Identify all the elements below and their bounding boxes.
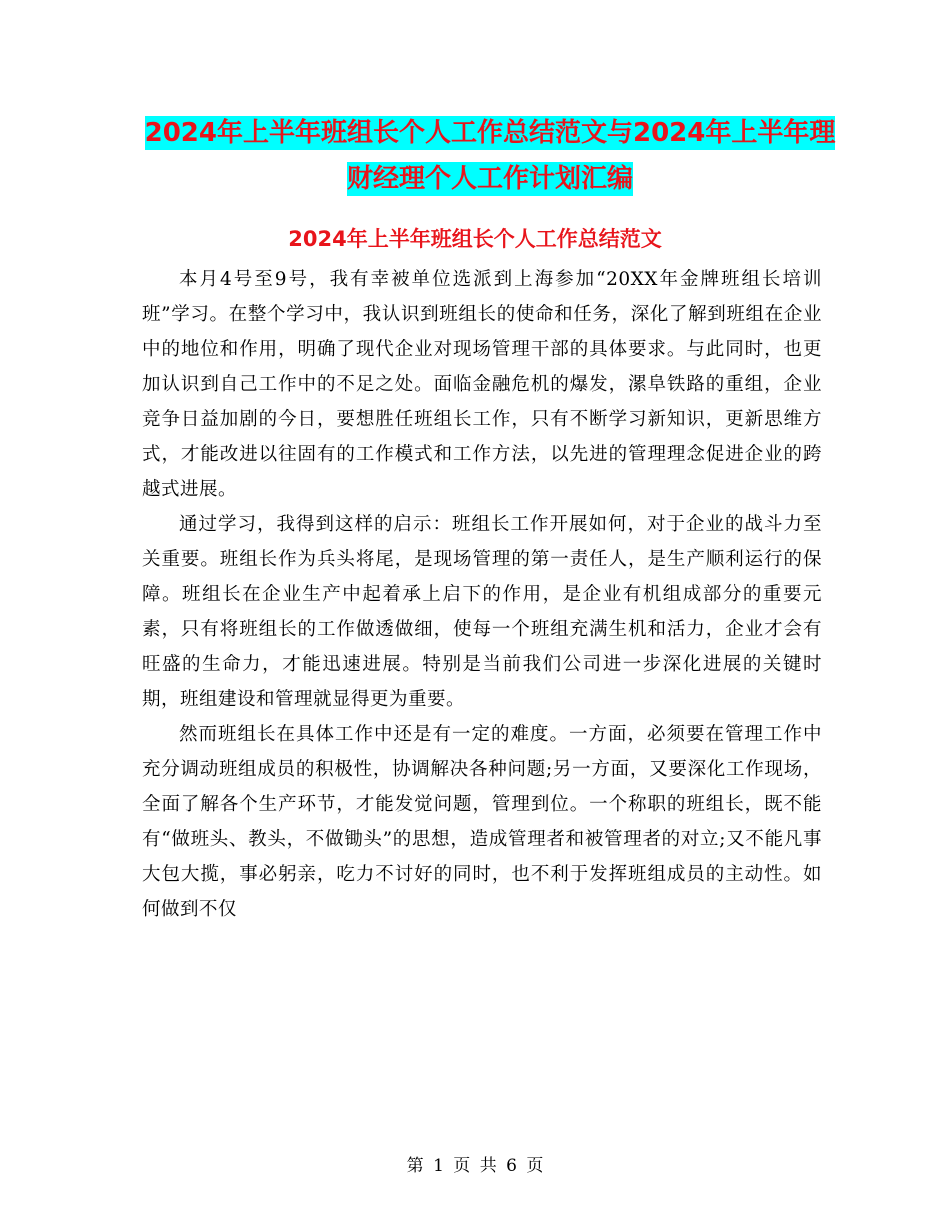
page-number: 第 1 页 共 6 页 xyxy=(406,1156,544,1176)
document-body xyxy=(142,262,822,927)
paragraph: 然而班组长在具体工作中还是有一定的难度。一方面，必须要在管理工作中充分调动班组成员的积极性，协调解决各种问题;另一方面，又要深化工作现场，全面了解各个生产环节，才能发觉问题，管理到位。一个称职的班组长，既不能有“做班头、教头，不做锄头”的思想，造成管理者和被管理者的对立;又不能凡事大包大揽，事必躬亲，吃力不讨好的同时，也不利于发挥班组成员的主动性。如何做到不仅 xyxy=(142,724,822,920)
section-title: 2024年上半年班组长个人工作总结范文 xyxy=(288,227,662,251)
paragraph: 通过学习，我得到这样的启示：班组长工作开展如何，对于企业的战斗力至关重要。班组长作为兵头将尾，是现场管理的第一责任人，是生产顺利运行的保障。班组长在企业生产中起着承上启下的作用，是企业有机组成部分的重要元素，只有将班组长的工作做透做细，使每一个班组充满生机和活力，企业才会有旺盛的生命力，才能迅速进展。特别是当前我们公司进一步深化进展的关键时期，班组建设和管理就显得更为重要。 xyxy=(142,514,822,710)
paragraph: 本月4号至9号，我有幸被单位选派到上海参加“20XX年金牌班组长培训班”学习。在整个学习中，我认识到班组长的使命和任务，深化了解到班组在企业中的地位和作用，明确了现代企业对现场管理干部的具体要求。与此同时，也更加认识到自己工作中的不足之处。面临金融危机的爆发，漯阜铁路的重组，企业竞争日益加剧的今日，要想胜任班组长工作，只有不断学习新知识，更新思维方式，才能改进以往固有的工作模式和工作方法，以先进的管理理念促进企业的跨越式进展。 xyxy=(142,269,822,500)
document-title-text: 2024年上半年班组长个人工作总结范文与2024年上半年理财经理个人工作计划汇编 xyxy=(144,118,836,194)
document-title xyxy=(140,110,840,202)
